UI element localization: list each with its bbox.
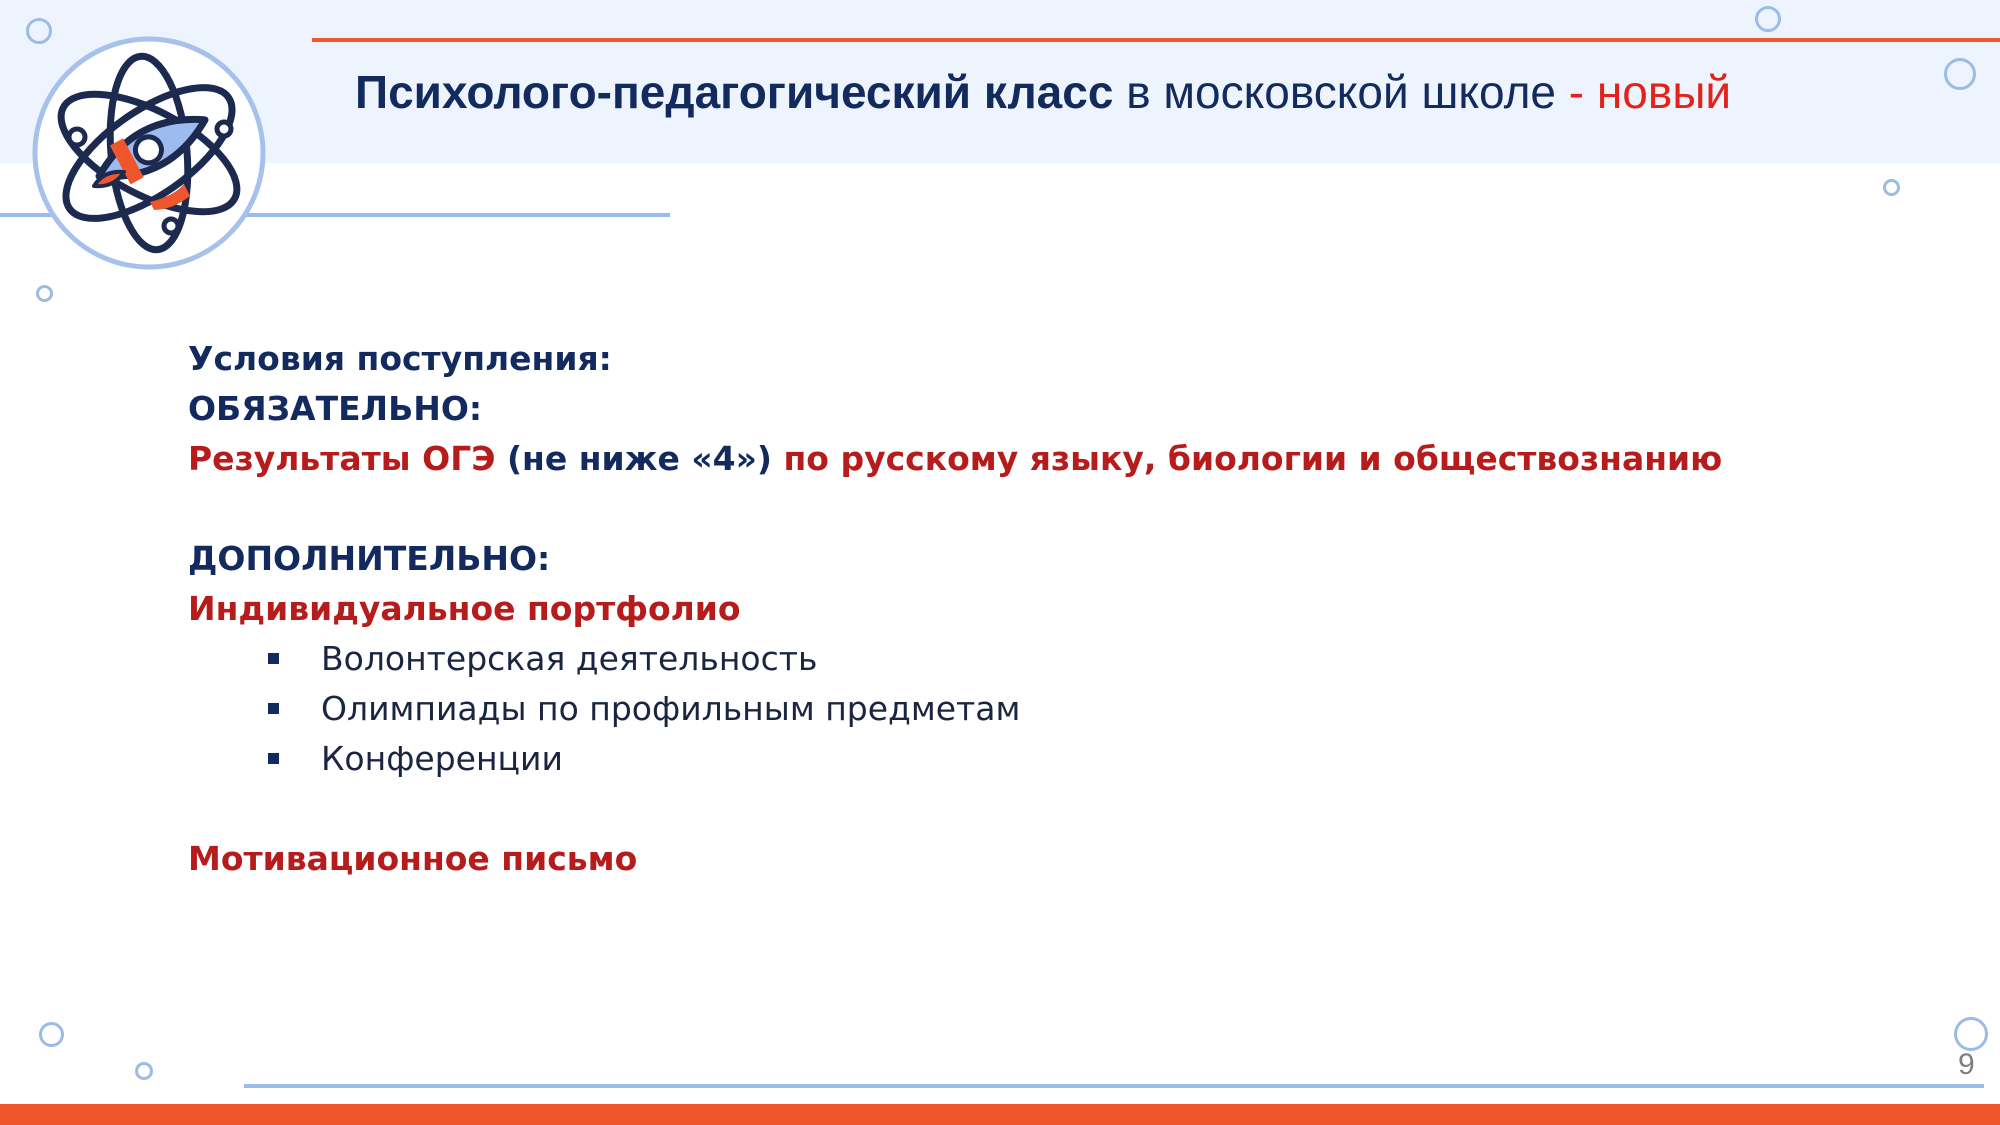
bottom-blue-rule [244,1084,1984,1088]
portfolio-heading: Индивидуальное портфолио [188,589,741,628]
decorative-bubble [1755,6,1781,32]
spacer [188,784,1948,834]
list-item-text: Олимпиады по профильным предметам [321,689,1021,728]
bullet-square-icon [268,753,279,764]
decorative-bubble [36,285,53,302]
title-accent: - новый [1568,66,1732,118]
exam-requirement-part3: по русскому языку, биологии и обществознанию [783,439,1723,478]
list-item [268,634,1948,684]
mandatory-label: ОБЯЗАТЕЛЬНО: [188,389,483,428]
exam-requirement [188,434,1948,484]
title-regular: в московской школе [1113,66,1569,118]
list-item [268,734,1948,784]
page-number: 9 [1958,1048,1975,1081]
decorative-bubble [1883,179,1900,196]
additional-label: ДОПОЛНИТЕЛЬНО: [188,539,551,578]
bullet-square-icon [268,703,279,714]
exam-requirement-part2: (не ниже «4») [506,439,784,478]
bullet-square-icon [268,653,279,664]
decorative-bubble [1954,1017,1988,1051]
slide-content [188,334,1948,884]
list-item-text: Конференции [321,739,563,778]
motivation-letter: Мотивационное письмо [188,839,638,878]
spacer [188,484,1948,534]
portfolio-list [188,634,1948,784]
exam-requirement-part1: Результаты ОГЭ [188,439,507,478]
slide-title [355,62,1955,122]
bottom-orange-bar [0,1104,2000,1125]
list-item-text: Волонтерская деятельность [321,639,818,678]
top-orange-rule [312,38,2000,42]
decorative-bubble [135,1062,153,1080]
atom-rocket-icon [30,34,268,272]
conditions-heading: Условия поступления: [188,339,612,378]
title-bold: Психолого-педагогический класс [355,66,1114,118]
list-item [268,684,1948,734]
decorative-bubble [39,1022,64,1047]
